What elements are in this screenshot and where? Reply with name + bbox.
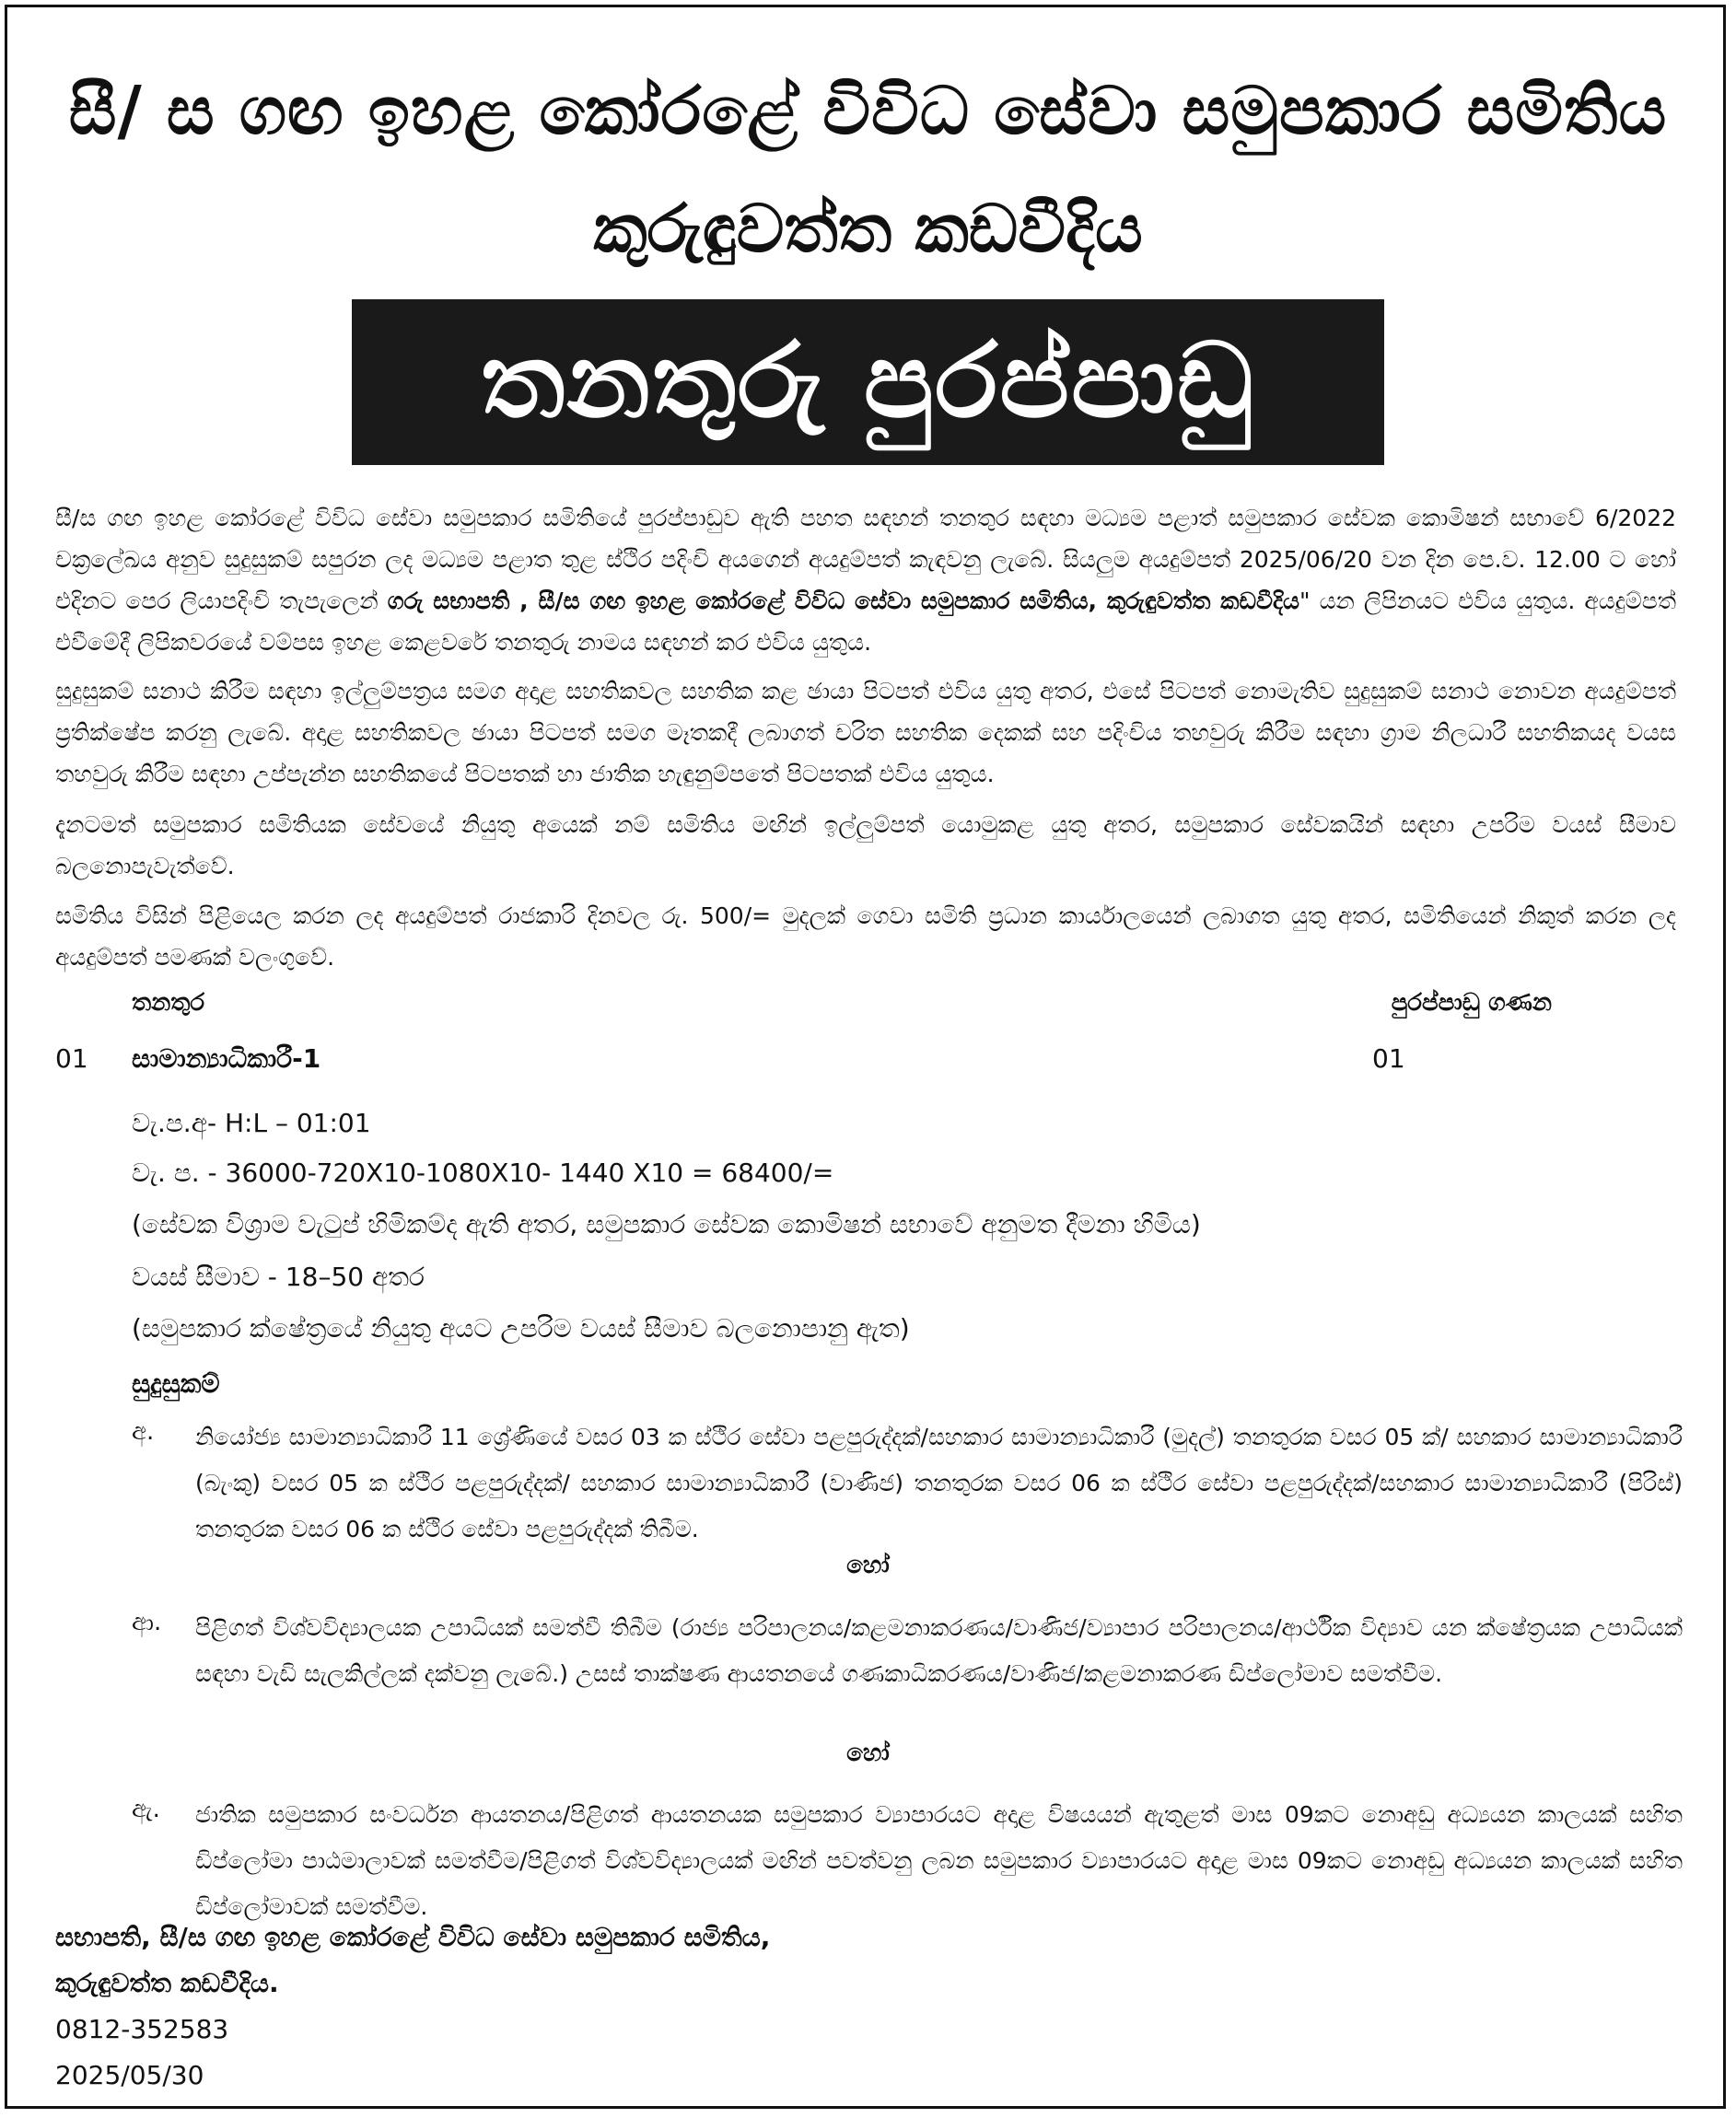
vacancy-row-count: 01 [1372, 1043, 1405, 1074]
qualification-b-label: ආ. [132, 1609, 162, 1636]
signatory-title: සභාපති, සී/ස ගඟ ඉහළ කෝරළේ විවිධ සේවා සමුපකාර සමිතිය, [55, 1922, 771, 1952]
notice-date: 2025/05/30 [55, 2060, 204, 2090]
intro-paragraph-3: දැනටමත් සමුපකාර සමිතියක සේවයේ නියුතු අයෙක් නම් සමිතිය මඟින් ඉල්ලුම්පත් යොමුකළ යුතු අතර, සමුපකාර සේවකයින් සඳහා උපරිම වයස් සීමාව බලනොපැවැත්වේ. [55, 811, 1676, 879]
vacancies-banner [352, 299, 1384, 465]
or-separator-1: හෝ [846, 1552, 890, 1579]
location-heading: කුරුඳුවත්ත කඩවීදිය [593, 190, 1143, 267]
age-note: (සමුපකාර ක්ෂේත්‍රයේ නියුතු අයට උපරිම වයස් සීමාව බලනොපානු ඇත) [132, 1313, 910, 1344]
vacancy-row-number: 01 [55, 1043, 88, 1074]
qualification-a-label: අ. [132, 1418, 155, 1446]
count-column-header: පුරප්පාඩු ගණන [1391, 989, 1552, 1017]
intro-text: සී/ස ගඟ ඉහළ කෝරළේ විවිධ සේවා සමුපකාර සමිතියේ පුරප්පාඩුව ඇති පහත සඳහන් තනතුර සඳහා මධ්‍යම පළාත් සමුපකාර සේවක කොමිෂන් සභාවේ 6/2022 චක්‍රලේඛය අනුව සුදුසුකම් සපුරන ලද මධ්‍යම පළාත තුළ ස්ථිර පදිංචි අයගෙන් අයදුම්පත් කැඳවනු ලැබේ. සියලුම අයදුම්පත් 2025/06/20 වන දින පෙ.ව. 12.00 ට හෝ එදිනට පෙර ලියාපදිංචි තැපැලෙන් [55, 505, 1677, 614]
salary-scale: වැ. ප. - 36000-720X10-1080X10- 1440 X10 = 68400/= [132, 1158, 834, 1188]
salary-grade: වැ.ප.අ- H:L – 01:01 [132, 1108, 371, 1138]
age-limit: වයස් සීමාව - 18–50 අතර [132, 1262, 425, 1292]
intro-paragraph-4: සමිතිය විසින් පිළියෙල කරන ලද අයදුම්පත් රාජකාරි දිනවල රු. 500/= මුදලක් ගෙවා සමිති ප්‍රධාන කාර්යාලයෙන් ලබාගත යුතු අතර, සමිතියෙන් නිකුත් කරන ලද අයදුම්පත් පමණක් වලංගුවේ. [55, 902, 1676, 971]
vacancies-banner-text: තනතුරු පුරප්පාඩු [481, 321, 1255, 441]
qualification-b-text: පිළිගත් විශ්වවිද්‍යාලයක උපාධියක් සමත්වී තිබීම (රාජ්‍ය පරිපාලනය/කළමනාකරණය/වාණිජ/ව්‍යාපාර පරිපාලනය/ආර්ථික විද්‍යාව යන ක්ෂේත්‍රයක උපාධියක් සඳහා වැඩි සැලකිල්ලක් දක්වනු ලැබේ.) උසස් තාක්ෂණ ආයතනයේ ගණකාධිකරණය/වාණිජ/කළමනාකරණ ඩිප්ලෝමාව සමත්වීම. [195, 1614, 1683, 1687]
address-bold: ගරු සභාපති , සී/ස ගඟ ඉහළ කෝරළේ විවිධ සේවා සමුපකාර සමිතිය, කුරුඳුවත්ත කඩවීදිය [387, 588, 1300, 614]
salary-note: (සේවක විශ්‍රාම වැටුප් හිමිකම්ද ඇති අතර, සමුපකාර සේවක කොමිෂන් සභාවේ අනුමත දීමනා හිමිය) [132, 1209, 1201, 1239]
qualification-c-text: ජාතික සමුපකාර සංවර්ධන ආයතනය/පිළිගත් ආයතනයක සමුපකාර ව්‍යාපාරයට අදාළ විෂයයන් ඇතුළත් මාස 09කට නොඅඩු අධ්‍යයන කාලයක් සහිත ඩිප්ලෝමා පාඨමාලාවක් සමත්වීම/පිළිගත් විශ්වවිද්‍යාලයක් මඟින් පවත්වනු ලබන සමුපකාර ව්‍යාපාරයට අදාළ මාස 09කට නොඅඩු අධ්‍යයන කාලයක් සහිත ඩිප්ලෝමාවක් සමත්වීම. [195, 1801, 1683, 1920]
contact-phone: 0812-352583 [55, 2014, 229, 2044]
society-name-heading: සී/ ස ගඟ ඉහළ කෝරළේ විවිධ සේවා සමුපකාර සමිතිය [68, 72, 1668, 149]
intro-paragraph-2: සුදුසුකම් සනාථ කිරීම සඳහා ඉල්ලුම්පත්‍රය සමග අදාළ සහතිකවල සහතික කළ ඡායා පිටපත් එවිය යුතු අතර, එසේ පිටපත් නොමැතිව සුදුසුකම් සනාථ නොවන අයදුම්පත් ප්‍රතික්ෂේප කරනු ලැබේ. අදාළ සහතිකවල ඡායා පිටපත් සමග මෑතකදී ලබාගත් චරිත සහතික දෙකක් සහ පදිංචිය තහවුරු කිරීම සඳහා ග්‍රාම නිලධාරී සහතිකයද වයස තහවුරු කිරීම සඳහා උප්පැන්න සහතිකයේ පිටපතක් හා ජාතික හැඳුනුම්පතේ පිටපතක් එවිය යුතුය. [55, 678, 1676, 787]
or-separator-2: හෝ [846, 1740, 890, 1767]
vacancy-row-post: සාමාන්‍යාධිකාරී-1 [132, 1043, 321, 1074]
signatory-location: කුරුඳුවත්ත කඩවීදිය. [55, 1968, 279, 1998]
qualifications-heading: සුදුසුකම් [132, 1368, 220, 1399]
qualification-a-text: නියෝජ්‍ය සාමාන්‍යාධිකාරී 11 ශ්‍රේණියේ වසර 03 ක ස්ථිර සේවා පළපුරුද්දක්/සහකාර සාමාන්‍යාධිකාරී (මුදල්) තනතුරක වසර 05 ක්/ සහකාර සාමාන්‍යාධිකාරී (බැංකු) වසර 05 ක ස්ථිර පළපුරුද්දක්/ සහකාර සාමාන්‍යාධිකාරී (වාණිජ) තනතුරක වසර 06 ක ස්ථිර සේවා පළපුරුද්දක්/සහකාර සාමාන්‍යාධිකාරී (පිරිස්) තනතුරක වසර 06 ක ස්ථිර සේවා පළපුරුද්දක් තිබීම. [195, 1424, 1683, 1542]
qualification-c-label: ඇ. [132, 1796, 160, 1823]
intro-tail: " යන ලිපිනයට එවිය යුතුය. අයදුම්පත් එවීමේදී ලිපිකවරයේ වම්පස ඉහළ කෙළවරේ තනතුරු නාමය සඳහන් කර එවිය යුතුය. [55, 588, 1676, 656]
post-column-header: තනතුර [132, 989, 205, 1017]
intro-paragraph-1 [55, 497, 1676, 663]
